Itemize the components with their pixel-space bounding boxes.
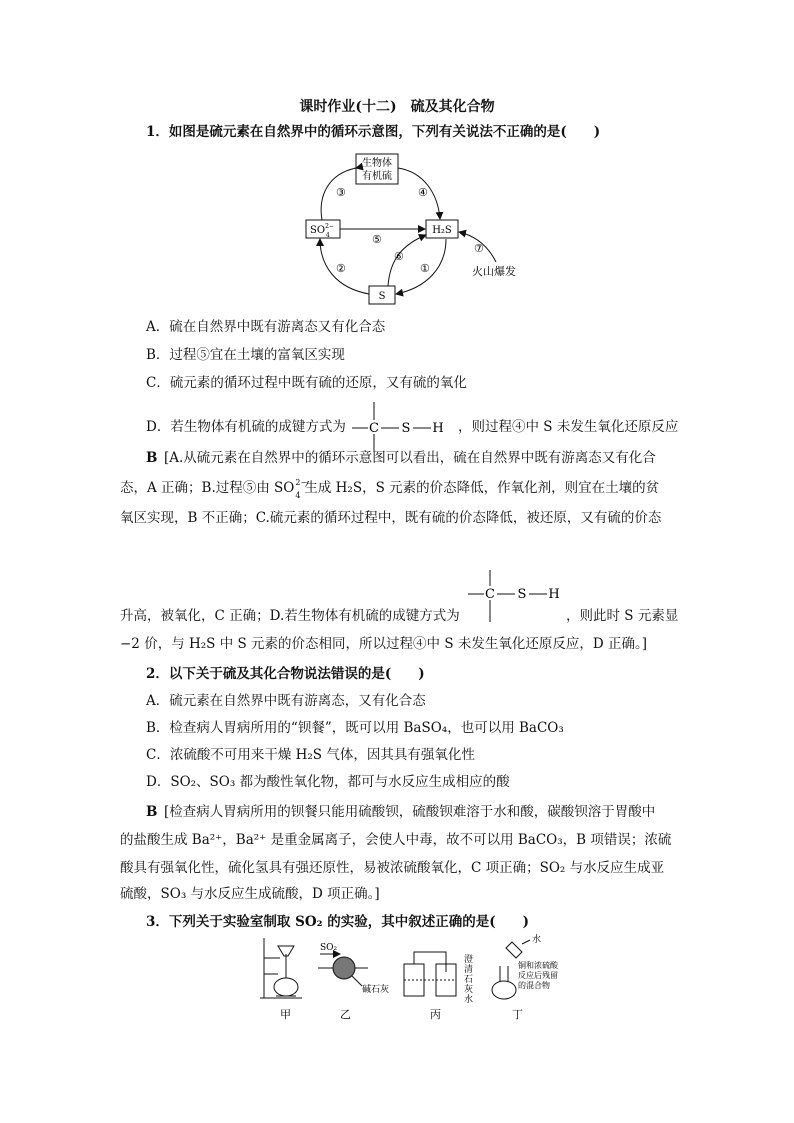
so2-label: SO₂ [320, 943, 338, 953]
node-sulfate-label: $SO^{2-}$ 4 [310, 223, 334, 239]
caption-jia: 甲 [280, 1008, 291, 1021]
q1-option-c: C．硫元素的循环过程中既有硫的还原，又有硫的氧化 [146, 375, 467, 391]
svg-text:石: 石 [464, 975, 474, 985]
q2-answer-line-3: 酸具有强氧化性，硫化氢具有强还原性，易被浓硫酸氧化，C 项正确；SO₂ 与水反应生成亚 [120, 860, 665, 876]
q1-answer-line-4b: ，则此时 S 元素显 [566, 608, 679, 624]
svg-text:反应后残留: 反应后残留 [518, 971, 558, 980]
node-sulfur-label: S [378, 291, 386, 302]
q1-answer-line-3: 氧区实现，B 不正确；C.硫元素的循环过程中，既有硫的价态降低，被还原，又有硫的价态 [120, 510, 662, 526]
q1-answer-line-1: [A.从硫元素在自然界中的循环示意图可以看出，硫在自然界中既有游离态又有化合 [164, 450, 656, 466]
q1-stem: 1．如图是硫元素在自然界中的循环示意图，下列有关说法不正确的是( ) [146, 124, 601, 140]
node-h2s-label: H₂S [432, 225, 452, 236]
label-1: ① [420, 262, 430, 275]
apparatus-jia [260, 938, 302, 998]
soda-lime-label: 碱石灰 [362, 985, 390, 995]
svg-text:澄: 澄 [464, 955, 474, 965]
label-2: ② [336, 262, 346, 275]
q1-answer-line-5: −2 价，与 H₂S 中 S 元素的价态相同，所以过程④中 S 未发生氧化还原反应，D 正确。] [120, 636, 647, 652]
water-label: 水 [532, 935, 542, 945]
q2-answer-line-4: 硫酸，SO₃ 与水反应生成硫酸，D 项正确。] [120, 886, 380, 902]
label-7: ⑦ [474, 242, 484, 255]
q2-option-c: C．浓硫酸不可用来干燥 H₂S 气体，因其具有强氧化性 [146, 747, 475, 763]
svg-text:水: 水 [464, 995, 474, 1005]
q1-option-d-pre: D．若生物体有机硫的成键方式为 [146, 419, 346, 435]
q1-option-b: B．过程⑤宜在土壤的富氧区实现 [146, 347, 345, 363]
caption-yi: 乙 [340, 1008, 351, 1021]
q2-answer-line-1: [检查病人胃病所用的钡餐只能用硫酸钡，硫酸钡难溶于水和酸，碳酸钡溶于胃酸中 [164, 804, 656, 820]
experiment-apparatus-figure [250, 932, 560, 1022]
q1-answer-letter: B [146, 450, 158, 466]
apparatus-yi [318, 954, 368, 986]
q1-option-a: A．硫在自然界中既有游离态又有化合态 [146, 319, 386, 335]
volcano-label: 火山爆发 [472, 265, 516, 278]
label-4: ④ [418, 186, 428, 199]
apparatus-bing [404, 952, 456, 996]
struct-answer-h: H [548, 587, 560, 602]
struct-answer-s: S [517, 587, 527, 602]
svg-text:灰: 灰 [464, 985, 474, 995]
q1-answer-line-2: 态，A 正确；B.过程⑤由 SO 2− 4 生成 H₂S，S 元素的价态降低，作氧化剂，则宜在土壤的贫 [120, 478, 660, 500]
q2-option-a: A．硫元素在自然界中既有游离态，又有化合态 [146, 693, 426, 709]
limewater-label [464, 953, 473, 1005]
sulfur-cycle-diagram [296, 148, 536, 308]
svg-text:铜和浓硫酸: 铜和浓硫酸 [518, 961, 558, 970]
q2-option-b: B．检查病人胃病所用的“钡餐”，既可以用 BaSO₄，也可以用 BaCO₃ [146, 720, 564, 736]
q2-option-d: D．SO₂、SO₃ 都为酸性氧化物，都可与水反应生成相应的酸 [146, 774, 510, 790]
struct-answer-c: C [485, 587, 495, 602]
node-organic-label-2: 有机硫 [362, 171, 392, 182]
residue-label [518, 960, 559, 990]
label-6: ⑥ [394, 250, 404, 263]
q2-stem: 2．以下关于硫及其化合物说法错误的是( ) [146, 666, 425, 682]
q1-option-d-post: ，则过程④中 S 未发生氧化还原反应 [458, 419, 679, 435]
svg-text:清: 清 [464, 965, 474, 975]
svg-text:的混合物: 的混合物 [518, 981, 550, 990]
struct-s: S [401, 421, 411, 436]
struct-c: C [369, 421, 379, 436]
q3-stem: 3．下列关于实验室制取 SO₂ 的实验，其中叙述正确的是( ) [146, 914, 529, 930]
struct-h: H [432, 421, 444, 436]
caption-bing: 丙 [430, 1008, 441, 1021]
page-title: 课时作业(十二) 硫及其化合物 [299, 99, 495, 115]
c-s-h-structure [350, 400, 460, 454]
c-s-h-structure-answer [466, 568, 576, 624]
q2-answer-line-2: 的盐酸生成 Ba²⁺，Ba²⁺ 是重金属离子，会使人中毒，故不可以用 BaCO₃，B 项错误；浓硫 [120, 832, 672, 848]
label-3: ③ [336, 186, 346, 199]
caption-ding: 丁 [512, 1008, 523, 1021]
label-5: ⑤ [372, 233, 382, 246]
q1-answer-line-4a: 升高，被氧化，C 正确；D.若生物体有机硫的成键方式为 [120, 608, 460, 624]
node-organic-label-1: 生物体 [362, 158, 392, 169]
q2-answer-letter: B [146, 804, 158, 820]
